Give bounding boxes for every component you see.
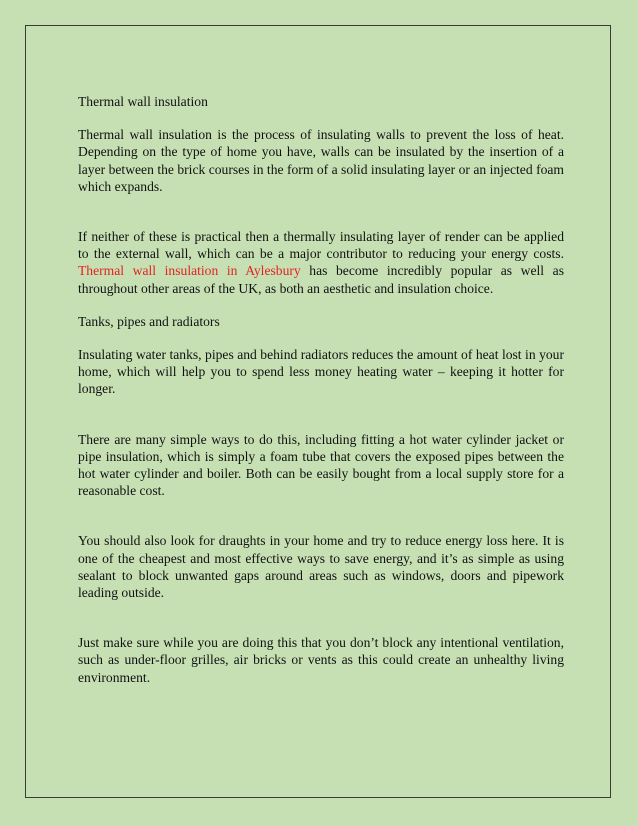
paragraph-pipes: There are many simple ways to do this, including fitting a hot water cylinder jacket or pipe insulation, which is simply a foam tube that covers the exposed pipes between the hot water cylinder and boiler. Both can be easily bought from a local supply store for a reasonable cost. <box>78 431 564 499</box>
aylesbury-insulation-link[interactable]: Thermal wall insulation in Aylesbury <box>78 263 301 279</box>
paragraph-ventilation: Just make sure while you are doing this that you don’t block any intentional ventilation, such as under-floor grilles, air bricks or vents as this could create an unhealthy living environment. <box>78 635 564 685</box>
document-body <box>78 93 564 686</box>
paragraph-draughts: You should also look for draughts in your home and try to reduce energy loss here. It is one of the cheapest and most effective ways to save energy, and it’s as simple as using sealant to block unwanted gaps around areas such as windows, doors and pipework leading outside. <box>78 533 564 601</box>
paragraph-tanks: Insulating water tanks, pipes and behind radiators reduces the amount of heat lost in your home, which will help you to spend less money heating water – keeping it hotter for longer. <box>78 347 564 397</box>
paragraph-render-text-before: If neither of these is practical then a thermally insulating layer of render can be applied to the external wall, which can be a major contributor to reducing your energy costs. <box>78 229 564 262</box>
document-title: Thermal wall insulation <box>78 94 208 109</box>
paragraph-render-text-after: has become incredibly popular as well as throughout other areas of the UK, as both an aesthetic and insulation choice. <box>78 263 564 296</box>
paragraph-render <box>78 228 564 297</box>
section-heading-tanks: Tanks, pipes and radiators <box>78 313 220 329</box>
paragraph-intro: Thermal wall insulation is the process of insulating walls to prevent the loss of heat. Depending on the type of home you have, walls can be insulated by the insertion of a layer between the brick courses in the form of a solid insulating layer or an injected foam which expands. <box>78 127 564 194</box>
